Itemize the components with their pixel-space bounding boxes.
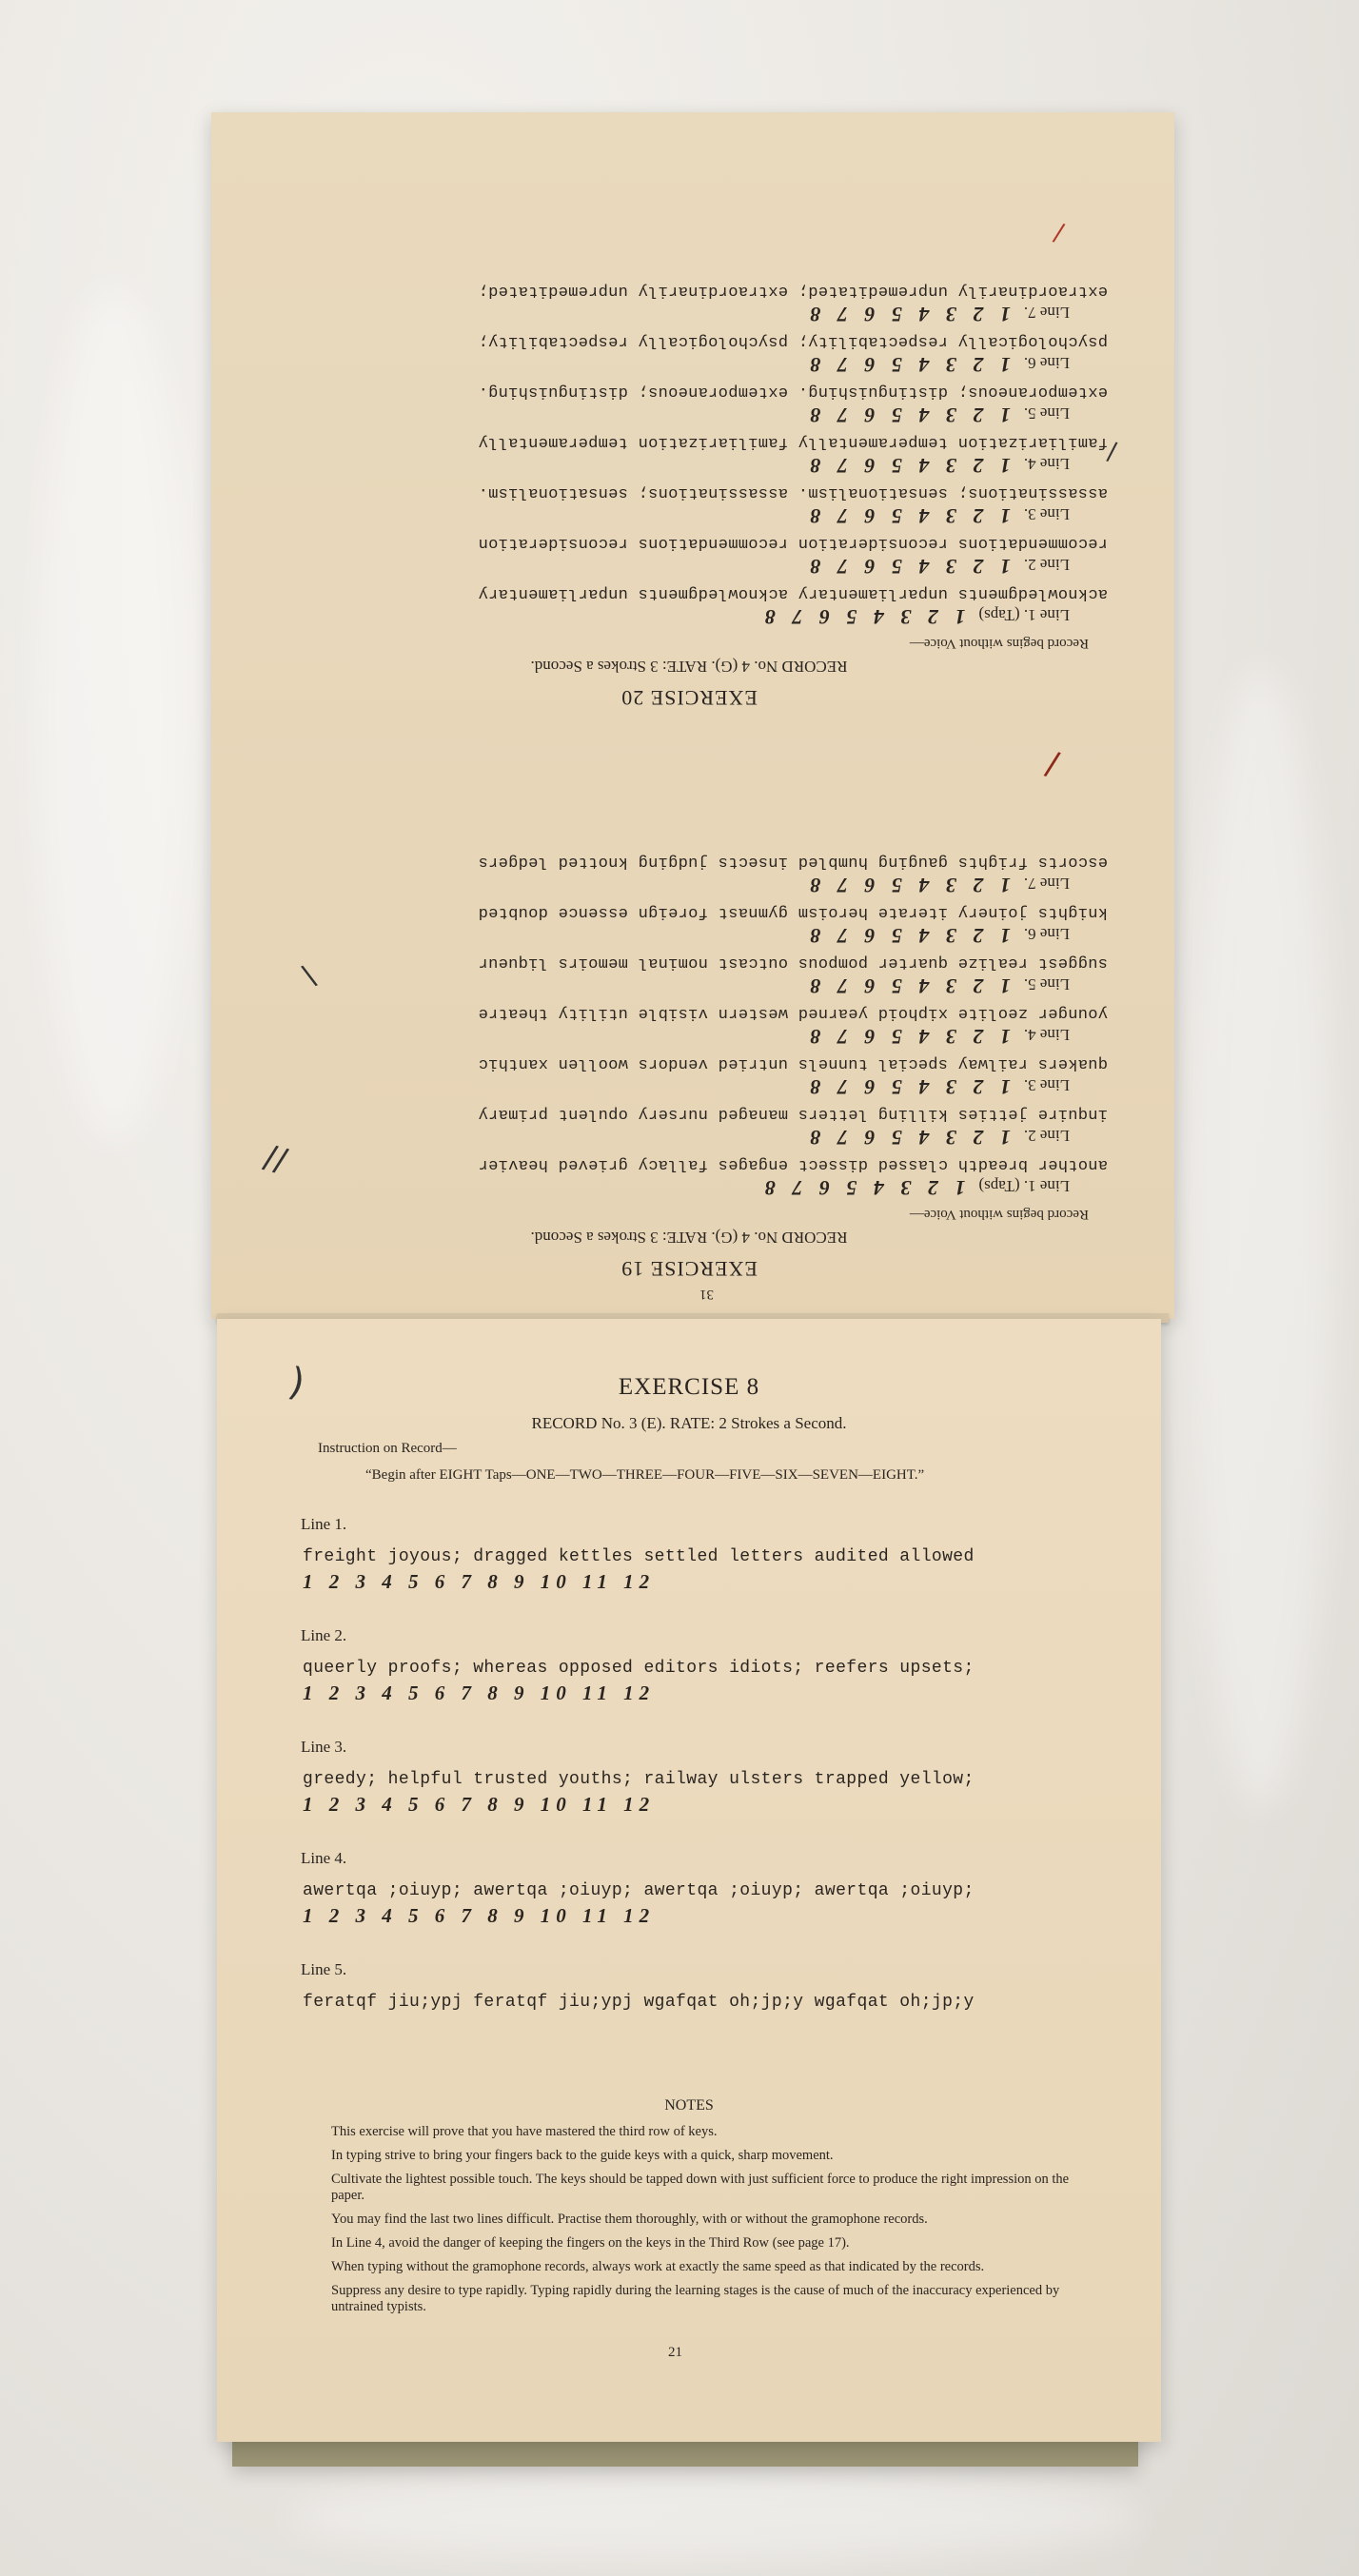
exercise-line xyxy=(303,1738,1121,1817)
line-heading xyxy=(270,503,1108,528)
exercise-line xyxy=(303,1626,1121,1705)
line-numbers: 1 2 3 4 5 6 7 8 xyxy=(804,874,1011,897)
line-label: Line 3. xyxy=(1023,505,1070,523)
exercise-19-lines xyxy=(270,853,1108,1200)
line-numbers: 1 2 3 4 5 6 7 8 xyxy=(758,1176,966,1200)
typed-line: extemporaneous; distinguishing. extemporaneous; distinguishing. xyxy=(478,383,1108,401)
cloth-highlight xyxy=(286,2474,1142,2560)
cloth-highlight xyxy=(1190,666,1332,1808)
exercise-20-instruction: Record begins without Voice— xyxy=(909,636,1089,651)
typed-line: quakers railway special tunnels untried vendors woollen xanthic xyxy=(478,1054,1108,1072)
line-heading xyxy=(270,973,1108,998)
pencil-mark: \ xyxy=(299,958,320,993)
typed-line: recommendations reconsideration recommendations reconsideration xyxy=(478,534,1108,552)
typed-line: acknowledgments unparliamentary acknowledgments unparliamentary xyxy=(478,584,1108,602)
exercise-line xyxy=(303,1515,1121,1594)
line-label: Line 3. xyxy=(1023,1076,1070,1094)
note-paragraph: In typing strive to bring your fingers back to the guide keys with a quick, sharp movement. xyxy=(331,2148,834,2163)
line-numbers: 1 2 3 4 5 6 7 8 xyxy=(804,974,1011,998)
cloth-highlight xyxy=(38,285,190,1142)
typed-line: extraordinarily unpremeditated; extraordinarily unpremeditated; xyxy=(478,282,1108,300)
exercise-19-title: EXERCISE 19 xyxy=(620,1257,758,1281)
bottom-page xyxy=(217,1319,1161,2442)
line-label: Line 5. xyxy=(1023,975,1070,993)
line-heading xyxy=(270,302,1108,326)
note-paragraph: In Line 4, avoid the danger of keeping the fingers on the keys in the Third Row (see page 17). xyxy=(331,2235,850,2251)
line-label: Line 4. xyxy=(1023,455,1070,473)
line-numbers: 1 2 3 4 5 6 7 8 9 10 11 12 xyxy=(303,1793,656,1816)
typed-line: younger zeolite xiphoid yearned western visible utility theatre xyxy=(478,1004,1108,1022)
exercise-8-lines xyxy=(303,1496,1121,2012)
line-heading xyxy=(270,1024,1108,1049)
typed-line: awertqa ;oiuyp; awertqa ;oiuyp; awertqa ;oiuyp; awertqa ;oiuyp; xyxy=(303,1881,975,1900)
line-heading xyxy=(270,453,1108,478)
typed-line: assassinations; sensationalism. assassinations; sensationalism. xyxy=(478,483,1108,501)
exercise-20-lines xyxy=(270,282,1108,629)
line-label: Line 5. xyxy=(1023,404,1070,423)
note-paragraph: Cultivate the lightest possible touch. The keys should be tapped down with just sufficient force to produce the right impression on the paper. xyxy=(331,2172,1070,2203)
exercise-line xyxy=(303,1960,1121,2012)
pencil-mark: / xyxy=(1051,218,1067,248)
exercise-19-block xyxy=(270,853,1108,1281)
pencil-mark: ) xyxy=(285,1359,309,1406)
line-label: Line 1. (Taps) xyxy=(978,606,1070,624)
typed-line: familiarization temperamentally familiarization temperamentally xyxy=(478,433,1108,451)
instruction-label: Instruction on Record— xyxy=(318,1441,457,1456)
line-numbers: 1 2 3 4 5 6 7 8 xyxy=(804,555,1011,579)
line-numbers: 1 2 3 4 5 6 7 8 9 10 11 12 xyxy=(303,1681,656,1704)
typed-line: suggest realize quarter pompous outcast nominal memoirs liqueur xyxy=(478,954,1108,972)
line-numbers: 1 2 3 4 5 6 7 8 xyxy=(804,1025,1011,1049)
typed-line: escorts frights gauging humbled insects judging knotted ledgers xyxy=(478,853,1108,871)
typed-line: knights joinery iterate heroism gymnast foreign essence doubted xyxy=(478,903,1108,921)
line-heading xyxy=(270,873,1108,897)
line-numbers: 1 2 3 4 5 6 7 8 xyxy=(804,454,1011,478)
top-page-upside-down xyxy=(211,112,1174,1319)
line-label: Line 6. xyxy=(1023,925,1070,943)
exercise-19-instruction: Record begins without Voice— xyxy=(909,1207,1089,1222)
line-heading xyxy=(270,1125,1108,1150)
line-numbers: 1 2 3 4 5 6 7 8 9 10 11 12 xyxy=(303,1570,656,1593)
line-label: Line 6. xyxy=(1023,354,1070,372)
typed-line: queerly proofs; whereas opposed editors idiots; reefers upsets; xyxy=(303,1659,975,1678)
line-heading xyxy=(270,554,1108,579)
instruction-quote: “Begin after EIGHT Taps—ONE—TWO—THREE—FOUR—FIVE—SIX—SEVEN—EIGHT.” xyxy=(365,1467,925,1483)
note-paragraph: This exercise will prove that you have mastered the third row of keys. xyxy=(331,2124,718,2139)
line-numbers: 1 2 3 4 5 6 7 8 xyxy=(804,403,1011,427)
line-heading xyxy=(270,604,1108,629)
line-heading xyxy=(270,352,1108,377)
exercise-line xyxy=(303,1849,1121,1928)
exercise-20-record: RECORD No. 4 (G). RATE: 3 Strokes a Second. xyxy=(530,658,848,676)
line-numbers: 1 2 3 4 5 6 7 8 xyxy=(804,303,1011,326)
exercise-20-title: EXERCISE 20 xyxy=(620,686,758,710)
line-numbers: 1 2 3 4 5 6 7 8 xyxy=(804,1126,1011,1150)
line-label: Line 7. xyxy=(1023,304,1070,322)
exercise-19-record: RECORD No. 4 (G). RATE: 3 Strokes a Second. xyxy=(530,1229,848,1247)
line-numbers: 1 2 3 4 5 6 7 8 xyxy=(804,504,1011,528)
line-heading xyxy=(270,403,1108,427)
line-label: Line 4. xyxy=(1023,1026,1070,1044)
page-number: 21 xyxy=(668,2345,682,2360)
line-numbers: 1 2 3 4 5 6 7 8 9 10 11 12 xyxy=(303,1904,656,1927)
line-numbers: 1 2 3 4 5 6 7 8 xyxy=(804,353,1011,377)
typed-line: inquire jetties killing letters managed nursery opulent primary xyxy=(478,1105,1108,1123)
typed-line: greedy; helpful trusted youths; railway ulsters trapped yellow; xyxy=(303,1770,975,1789)
typed-line: psychologically respectability; psychologically respectability; xyxy=(478,332,1108,350)
typed-line: feratqf jiu;ypj feratqf jiu;ypj wgafqat oh;jp;y wgafqat oh;jp;y xyxy=(303,1993,975,2012)
line-label: Line 3. xyxy=(301,1738,347,1756)
note-paragraph: You may find the last two lines difficult. Practise them thoroughly, with or without the gramophone records. xyxy=(331,2212,928,2227)
pencil-mark: / xyxy=(1042,744,1063,784)
line-label: Line 1. xyxy=(301,1515,347,1533)
line-label: Line 4. xyxy=(301,1849,347,1867)
exercise-8-record: RECORD No. 3 (E). RATE: 2 Strokes a Second. xyxy=(531,1414,847,1432)
exercise-20-block xyxy=(270,282,1108,710)
line-label: Line 1. (Taps) xyxy=(978,1177,1070,1195)
pencil-mark: / xyxy=(1105,437,1119,467)
page-number: 31 xyxy=(699,1287,714,1302)
pencil-mark: // xyxy=(260,1137,291,1181)
line-label: Line 2. xyxy=(1023,1127,1070,1145)
line-heading xyxy=(270,1175,1108,1200)
typed-line: freight joyous; dragged kettles settled letters audited allowed xyxy=(303,1547,975,1566)
notes-list xyxy=(331,2124,1093,2323)
exercise-8-title: EXERCISE 8 xyxy=(618,1374,760,1400)
line-numbers: 1 2 3 4 5 6 7 8 xyxy=(804,924,1011,948)
line-label: Line 2. xyxy=(1023,556,1070,574)
line-heading xyxy=(270,923,1108,948)
line-numbers: 1 2 3 4 5 6 7 8 xyxy=(804,1075,1011,1099)
note-paragraph: When typing without the gramophone records, always work at exactly the same speed as that indicated by the records. xyxy=(331,2259,985,2274)
note-paragraph: Suppress any desire to type rapidly. Typing rapidly during the learning stages is the cause of much of the inaccuracy experienced by untrained typists. xyxy=(331,2283,1060,2314)
line-label: Line 5. xyxy=(301,1960,347,1978)
notes-title: NOTES xyxy=(664,2097,714,2114)
line-numbers: 1 2 3 4 5 6 7 8 xyxy=(758,605,966,629)
typed-line: another breadth classed dissect engages fallacy grieved heavier xyxy=(478,1155,1108,1173)
line-label: Line 7. xyxy=(1023,875,1070,893)
line-label: Line 2. xyxy=(301,1626,347,1644)
upside-down-content xyxy=(211,112,1174,1319)
line-heading xyxy=(270,1074,1108,1099)
